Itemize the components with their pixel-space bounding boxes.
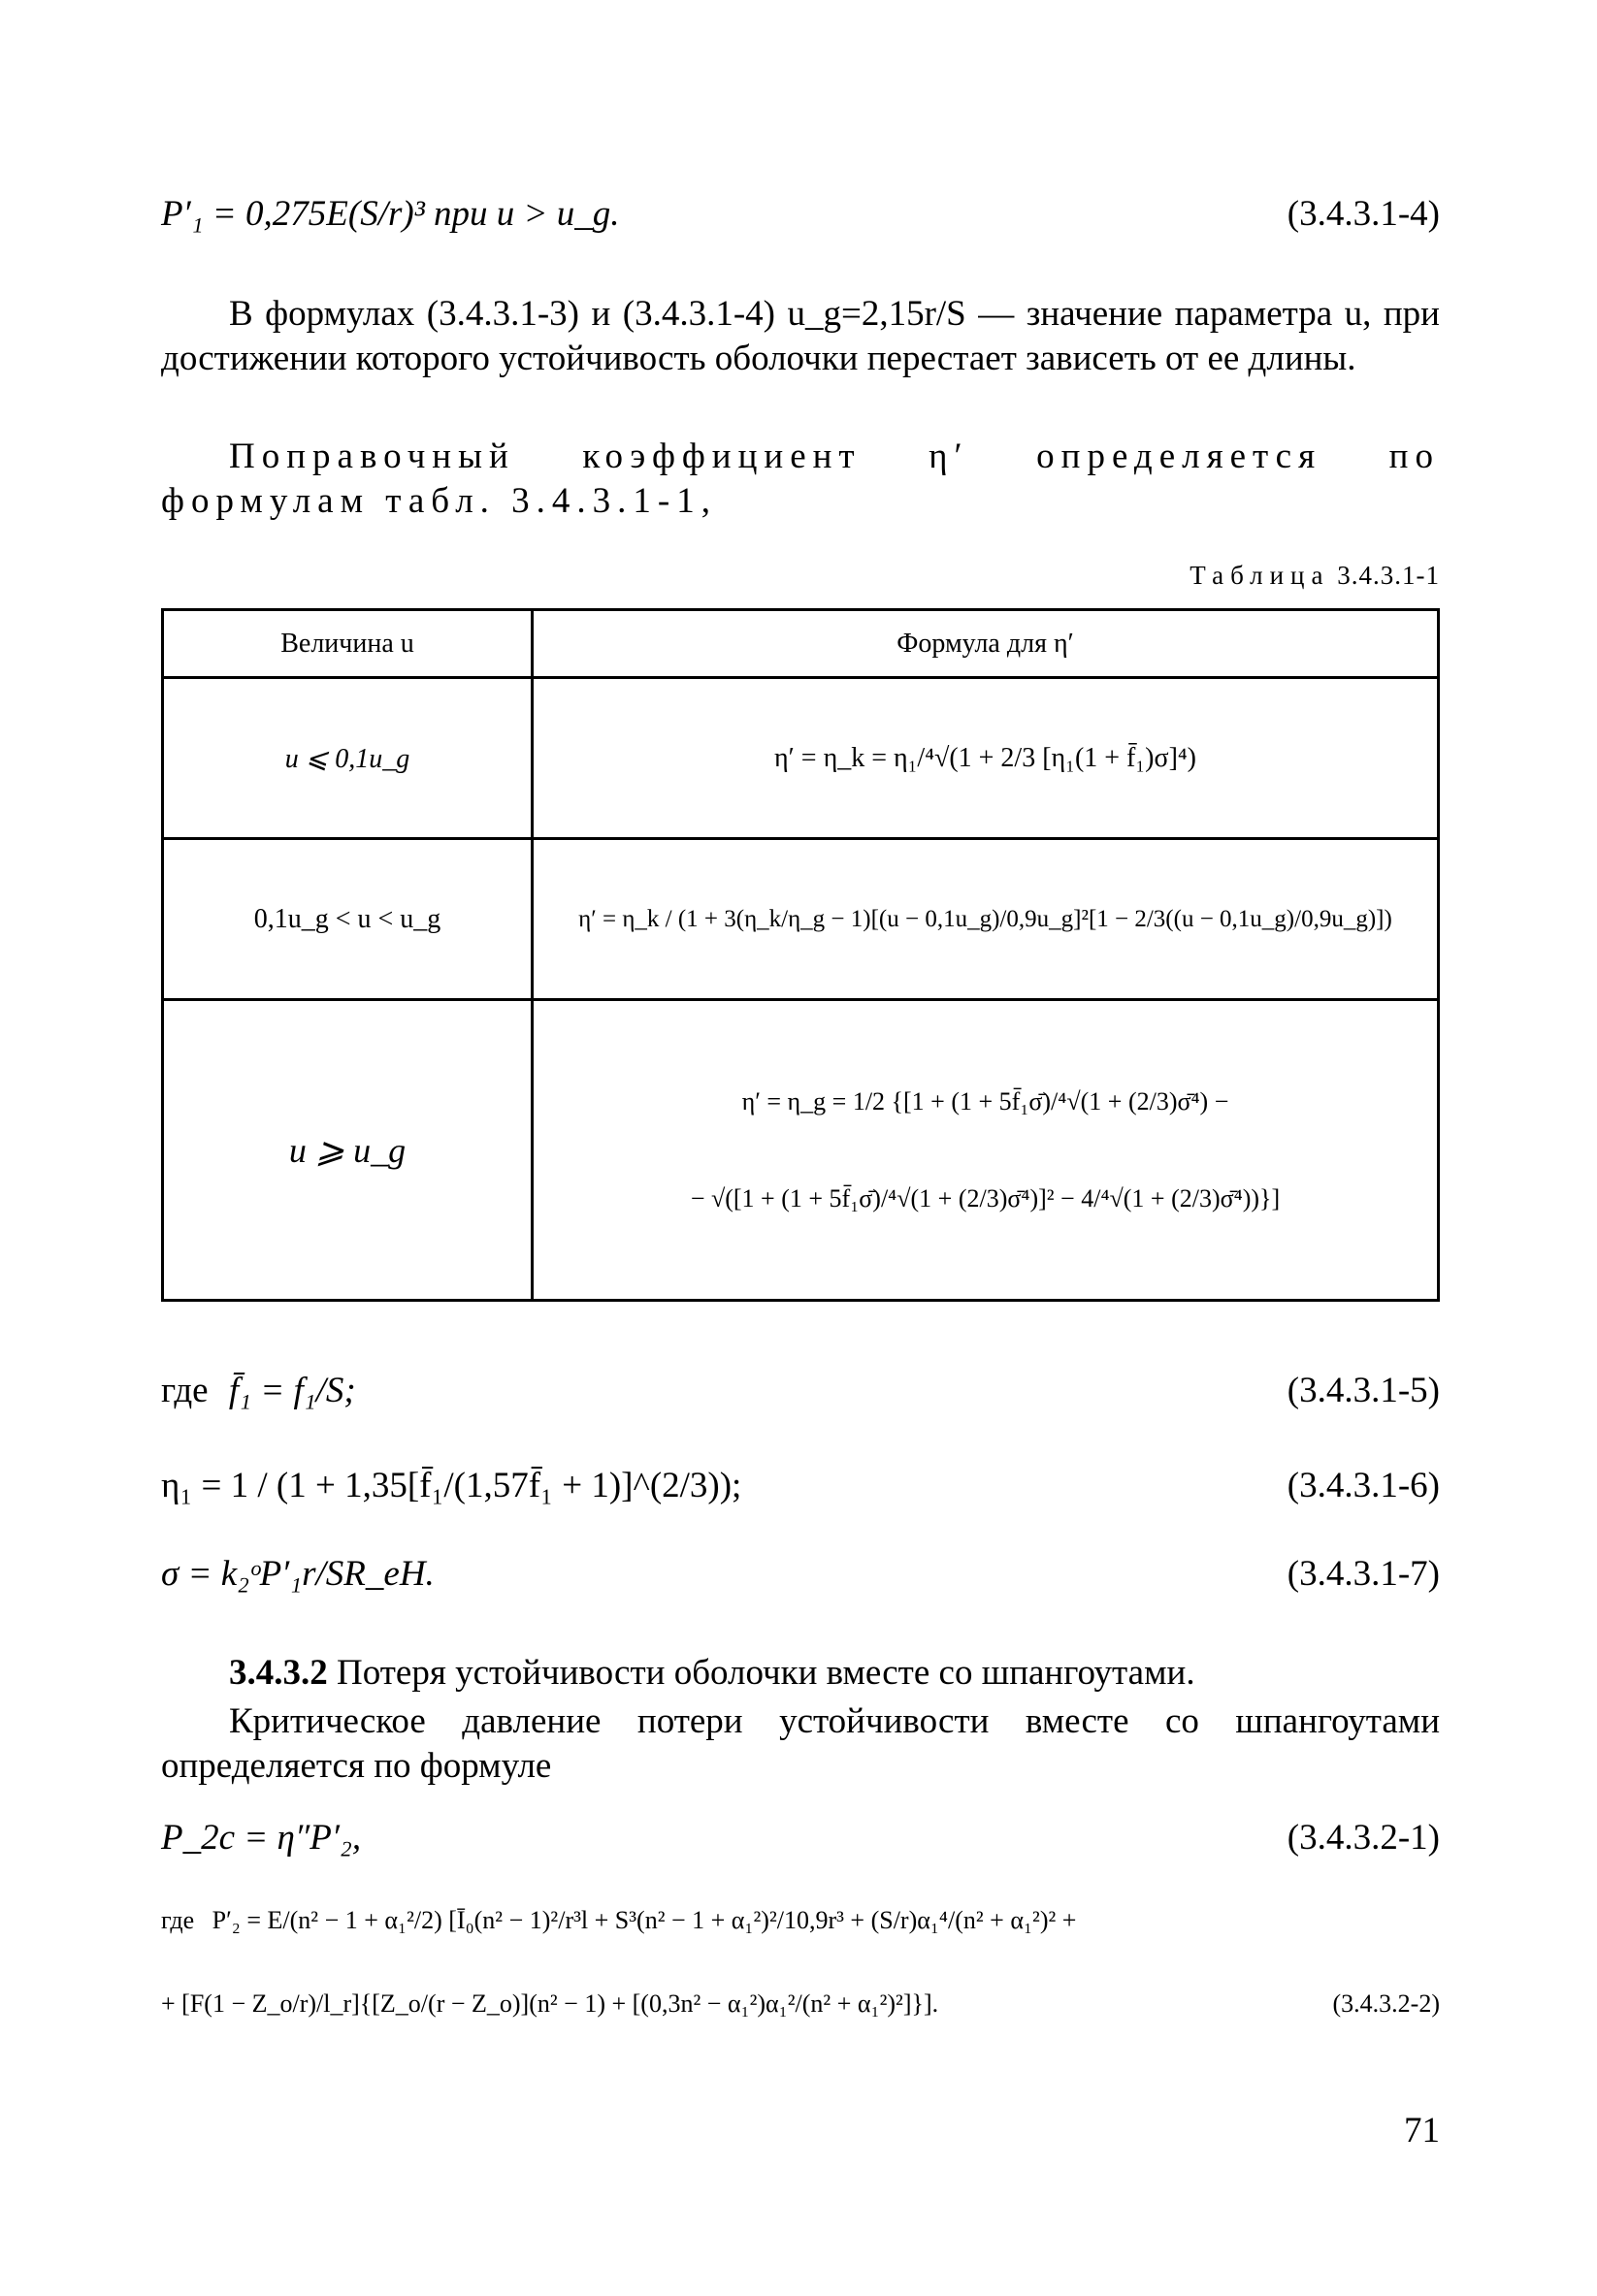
page-number: 71 — [1404, 2111, 1440, 2150]
equation-formula-line-1: P′₂ = E/(n² − 1 + α₁²/2) [Ī₀(n² − 1)²/r³l + S³(n² − 1 + α₁²)²/10,9r³ + (S/r)α₁⁴/(n² + α₁²)² + — [212, 1906, 1077, 1934]
table-row — [163, 839, 1439, 1000]
formula-line-2: − √([1 + (1 + 5f̄₁σ̄)/⁴√(1 + (2/3)σ̄⁴)]² − 4/⁴√(1 + (2/3)σ̄⁴))}] — [690, 1183, 1281, 1213]
section-heading — [161, 1651, 1440, 1696]
equation-3-4-3-1-7 — [161, 1552, 1440, 1597]
equation-3-4-3-2-2-line-1 — [161, 1901, 1440, 1940]
equation-3-4-3-1-6 — [161, 1464, 1440, 1508]
equation-number: (3.4.3.1-6) — [1287, 1466, 1440, 1505]
formula-line-1: η′ = η_g = 1/2 {[1 + (1 + 5f̄₁σ̄)/⁴√(1 + (2/3)σ̄⁴) − — [741, 1086, 1229, 1116]
formula-cell: η′ = η_k = η₁/⁴√(1 + 2/3 [η₁(1 + f̄₁)σ]⁴) — [533, 678, 1439, 839]
equation-number: (3.4.3.2-1) — [1287, 1818, 1440, 1858]
equation-number: (3.4.3.1-4) — [1287, 194, 1440, 234]
equation-prefix: где — [161, 1371, 209, 1410]
equation-number: (3.4.3.2-2) — [1332, 1989, 1440, 2018]
formula-cell: η′ = η_k / (1 + 3(η_k/η_g − 1)[(u − 0,1u_g)/0,9u_g]²[1 − 2/3((u − 0,1u_g)/0,9u_g)]) — [533, 839, 1439, 1000]
equation-formula: P′₁ = 0,275E(S/r)³ при u > u_g. — [161, 194, 620, 234]
paragraph-ug-definition: В формулах (3.4.3.1-3) и (3.4.3.1-4) u_g=2,15r/S — значение параметра u, при достижении которого устойчивость оболочки перестает зависеть от ее длины. — [161, 294, 1440, 378]
equation-formula-line-2: + [F(1 − Z_o/r)/l_r]{[Z_o/(r − Z_o)](n² − 1) + [(0,3n² − α₁²)α₁²/(n² + α₁²)²]}]. — [161, 1989, 939, 2018]
section-title: Потеря устойчивости оболочки вместе со шпангоутами. — [337, 1653, 1195, 1693]
table-row — [163, 1000, 1439, 1301]
equation-3-4-3-1-4 — [161, 192, 1440, 237]
equation-formula: η₁ = 1 / (1 + 1,35[f̄₁/(1,57f̄₁ + 1)]^(2/3)); — [161, 1466, 742, 1505]
equation-3-4-3-2-2-line-2 — [161, 1985, 1440, 2023]
equation-3-4-3-1-5 — [161, 1369, 1440, 1413]
formula-cell-multiline — [533, 1000, 1439, 1301]
table-caption-word: Таблица — [1190, 561, 1330, 590]
paragraph-correction-coefficient: Поправочный коэффициент η′ определяется по формулам табл. 3.4.3.1-1, — [161, 437, 1440, 521]
table-header-row — [163, 610, 1439, 678]
equation-formula: f̄₁ = f₁/S; — [228, 1371, 356, 1410]
equation-3-4-3-2-1 — [161, 1816, 1440, 1860]
equation-formula: σ = k₂ᵒP′₁r/SR_eH. — [161, 1554, 435, 1594]
condition-cell: u ⩽ 0,1u_g — [163, 678, 533, 839]
header-cell-formula: Формула для η′ — [533, 610, 1439, 678]
table-caption — [1190, 561, 1440, 591]
formula-table — [161, 608, 1440, 1302]
equation-number: (3.4.3.1-7) — [1287, 1554, 1440, 1594]
paragraph-critical-pressure: Критическое давление потери устойчивости вместе со шпангоутами определяется по формуле — [161, 1701, 1440, 1786]
condition-cell: u ⩾ u_g — [163, 1000, 533, 1301]
equation-formula: P_2c = η″P′₂, — [161, 1818, 362, 1858]
table-caption-number: 3.4.3.1-1 — [1337, 561, 1440, 590]
equation-number: (3.4.3.1-5) — [1287, 1371, 1440, 1410]
condition-cell: 0,1u_g < u < u_g — [163, 839, 533, 1000]
section-number: 3.4.3.2 — [229, 1653, 328, 1693]
table-row — [163, 678, 1439, 839]
equation-prefix: где — [161, 1906, 195, 1934]
header-cell-value: Величина u — [163, 610, 533, 678]
